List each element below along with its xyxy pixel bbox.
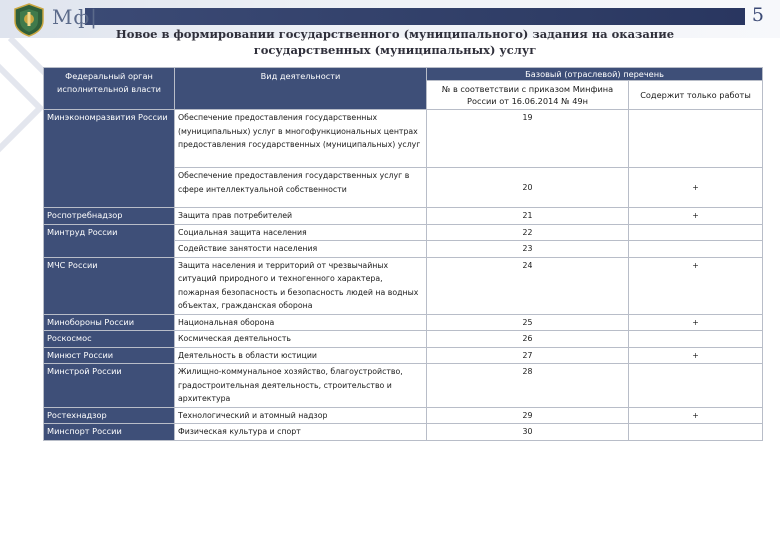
activity-cell: Технологический и атомный надзор [175,407,427,424]
works-cell [629,424,763,441]
works-cell [629,364,763,408]
table-row [44,314,763,331]
header-number: № в соответствии с приказом Минфина России от 16.06.2014 № 49н [427,81,629,110]
works-cell: + [629,407,763,424]
number-cell: 21 [427,208,629,225]
number-cell: 22 [427,224,629,241]
header-basic-list: Базовый (отраслевой) перечень [427,68,763,81]
org-cell: Ростехнадзор [44,407,175,424]
emblem-icon [12,3,46,37]
org-cell: Минюст России [44,347,175,364]
works-cell [629,224,763,241]
works-cell: + [629,347,763,364]
table-row [44,257,763,314]
number-cell: 26 [427,331,629,348]
org-cell: Минтруд России [44,224,175,257]
page-number: 5 [751,4,764,26]
works-cell: + [629,168,763,208]
header-activity: Вид деятельности [175,68,427,110]
activity-cell: Содействие занятости населения [175,241,427,258]
activity-cell: Обеспечение предоставления государственных (муниципальных) услуг в многофункциональных центрах предоставления государственных (муниципальных) услуг [175,110,427,168]
table-row [44,110,763,168]
activity-cell: Национальная оборона [175,314,427,331]
activity-cell: Физическая культура и спорт [175,424,427,441]
org-cell: Минспорт России [44,424,175,441]
slide-title: Новое в формировании государственного (муниципального) задания на оказание государственных (муниципальных) услуг [115,27,675,57]
activity-cell: Защита населения и территорий от чрезвычайных ситуаций природного и техногенного характера, пожарная безопасность и безопасность людей на водных объектах, гражданская оборона [175,257,427,314]
table-row [44,364,763,408]
org-cell: МЧС России [44,257,175,314]
activity-cell: Деятельность в области юстиции [175,347,427,364]
activity-cell: Обеспечение предоставления государственных услуг в сфере интеллектуальной собственности [175,168,427,208]
works-cell [629,331,763,348]
activity-cell: Жилищно-коммунальное хозяйство, благоустройство, градостроительная деятельность, строительство и архитектура [175,364,427,408]
number-cell: 24 [427,257,629,314]
org-cell: Минэкономразвития России [44,110,175,208]
header-works-only: Содержит только работы [629,81,763,110]
number-cell: 25 [427,314,629,331]
org-cell: Минстрой России [44,364,175,408]
works-cell: + [629,314,763,331]
header-org: Федеральный орган исполнительной власти [44,68,175,110]
table-row [44,208,763,225]
number-cell: 27 [427,347,629,364]
ministry-brand: Мф| [52,5,98,29]
number-cell: 19 [427,110,629,168]
table-row [44,424,763,441]
number-cell: 23 [427,241,629,258]
services-table [43,67,763,441]
number-cell: 28 [427,364,629,408]
org-cell: Роскосмос [44,331,175,348]
table-row [44,224,763,241]
table-row [44,331,763,348]
activity-cell: Защита прав потребителей [175,208,427,225]
header-bar [85,8,745,25]
works-cell [629,110,763,168]
org-cell: Минобороны России [44,314,175,331]
works-cell: + [629,257,763,314]
number-cell: 29 [427,407,629,424]
number-cell: 30 [427,424,629,441]
table-row [44,347,763,364]
activity-cell: Космическая деятельность [175,331,427,348]
table-row [44,407,763,424]
org-cell: Роспотребнадзор [44,208,175,225]
works-cell: + [629,208,763,225]
works-cell [629,241,763,258]
number-cell: 20 [427,168,629,208]
activity-cell: Социальная защита населения [175,224,427,241]
